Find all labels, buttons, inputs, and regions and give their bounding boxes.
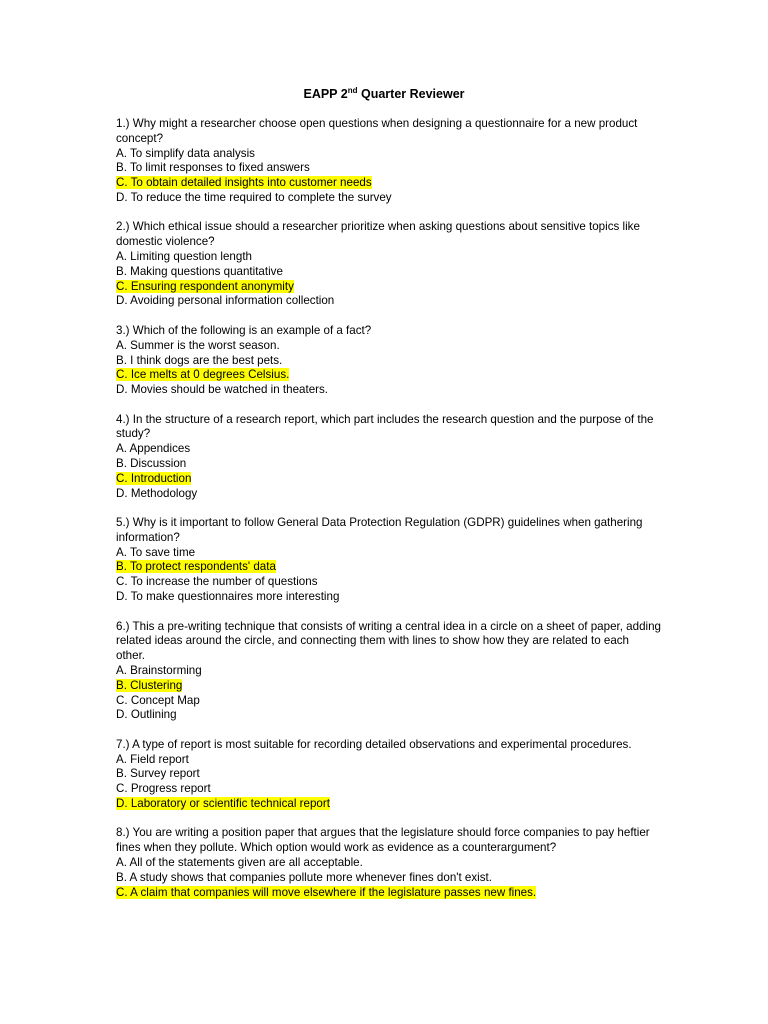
option-c [116,575,661,590]
highlighted-answer: C. Ice melts at 0 degrees Celsius. [116,368,290,382]
option-b [116,767,661,782]
option-text: B. Discussion [116,457,187,470]
option-b-answer [116,679,661,694]
question-1 [116,117,661,206]
option-text: D. Movies should be watched in theaters. [116,383,329,397]
option-b-answer [116,560,661,575]
option-a [116,753,661,768]
option-d-answer [116,797,661,812]
option-a [116,147,661,162]
question-stem: 1.) Why might a researcher choose open questions when designing a questionnaire for a new product concept? [116,117,638,145]
question-stem: 4.) In the structure of a research report, which part includes the research question and the purpose of the study? [116,412,654,441]
option-b [116,161,661,176]
option-b [116,871,661,886]
option-b [116,265,661,280]
highlighted-answer: C. Introduction [116,471,192,485]
option-a [116,664,661,679]
option-d [116,487,661,502]
title-suffix: Quarter Reviewer [357,87,465,101]
option-text: B. Survey report [116,767,200,781]
option-d [116,590,661,605]
option-a [116,856,661,871]
question-3 [116,324,661,398]
page-title [0,86,768,102]
option-text: A. Appendices [116,442,191,456]
option-text: B. A study shows that companies pollute more whenever fines don't exist. [116,870,492,884]
question-2 [116,220,661,309]
option-text: A. Field report [116,752,189,766]
option-c-answer [116,368,661,383]
option-c-answer [116,472,661,487]
question-6 [116,620,661,724]
highlighted-answer: C. Ensuring respondent anonymity [116,279,294,293]
option-text: A. To save time [116,545,196,559]
option-d [116,708,661,723]
option-text: D. To reduce the time required to complete the survey [116,190,392,204]
highlighted-answer: C. To obtain detailed insights into customer needs [116,176,372,190]
option-text: C. Concept Map [116,693,200,707]
title-superscript: nd [347,86,358,95]
option-text: D. Outlining [116,708,177,722]
question-stem: 6.) This a pre-writing technique that consists of writing a central idea in a circle on a sheet of paper, adding related ideas around the circle, and connecting them with lines to show how they are related to each other. [116,619,661,663]
question-5 [116,516,661,605]
option-d [116,294,661,309]
question-stem: 7.) A type of report is most suitable for recording detailed observations and experimental procedures. [116,737,632,751]
highlighted-answer: D. Laboratory or scientific technical report [116,797,330,810]
question-list [116,117,661,915]
question-stem: 3.) Which of the following is an example of a fact? [116,323,372,337]
question-4 [116,413,661,502]
option-text: D. Methodology [116,486,198,500]
question-stem: 5.) Why is it important to follow General Data Protection Regulation (GDPR) guidelines when gathering information? [116,516,643,544]
option-d [116,383,661,398]
question-stem: 2.) Which ethical issue should a researcher prioritize when asking questions about sensitive topics like domestic violence? [116,220,640,249]
option-d [116,191,661,206]
option-c-answer [116,176,661,191]
option-text: D. Avoiding personal information collection [116,294,335,308]
option-text: A. Limiting question length [116,250,252,264]
option-a [116,250,661,265]
option-text: B. Making questions quantitative [116,264,283,278]
option-text: A. All of the statements given are all acceptable. [116,856,363,870]
option-b [116,354,661,369]
highlighted-answer: B. Clustering [116,678,183,692]
question-stem: 8.) You are writing a position paper that argues that the legislature should force companies to pay heftier fines when they pollute. Which option would work as evidence as a counterargument? [116,826,650,855]
option-c [116,782,661,797]
option-text: D. To make questionnaires more interesting [116,590,340,604]
option-a [116,546,661,561]
option-text: A. To simplify data analysis [116,146,255,160]
option-text: C. To increase the number of questions [116,575,318,589]
question-7 [116,738,661,812]
title-prefix: EAPP 2 [303,87,348,101]
option-text: C. Progress report [116,782,211,796]
option-b [116,457,661,472]
option-c-answer [116,886,661,901]
option-c [116,694,661,709]
highlighted-answer: B. To protect respondents' data [116,560,276,574]
option-a [116,442,661,457]
option-text: A. Summer is the worst season. [116,338,280,352]
option-text: B. To limit responses to fixed answers [116,161,310,175]
question-8 [116,826,661,900]
option-c-answer [116,280,661,295]
option-a [116,339,661,354]
option-text: A. Brainstorming [116,663,202,677]
highlighted-answer: C. A claim that companies will move elsewhere if the legislature passes new fines. [116,885,537,899]
option-text: B. I think dogs are the best pets. [116,353,283,367]
